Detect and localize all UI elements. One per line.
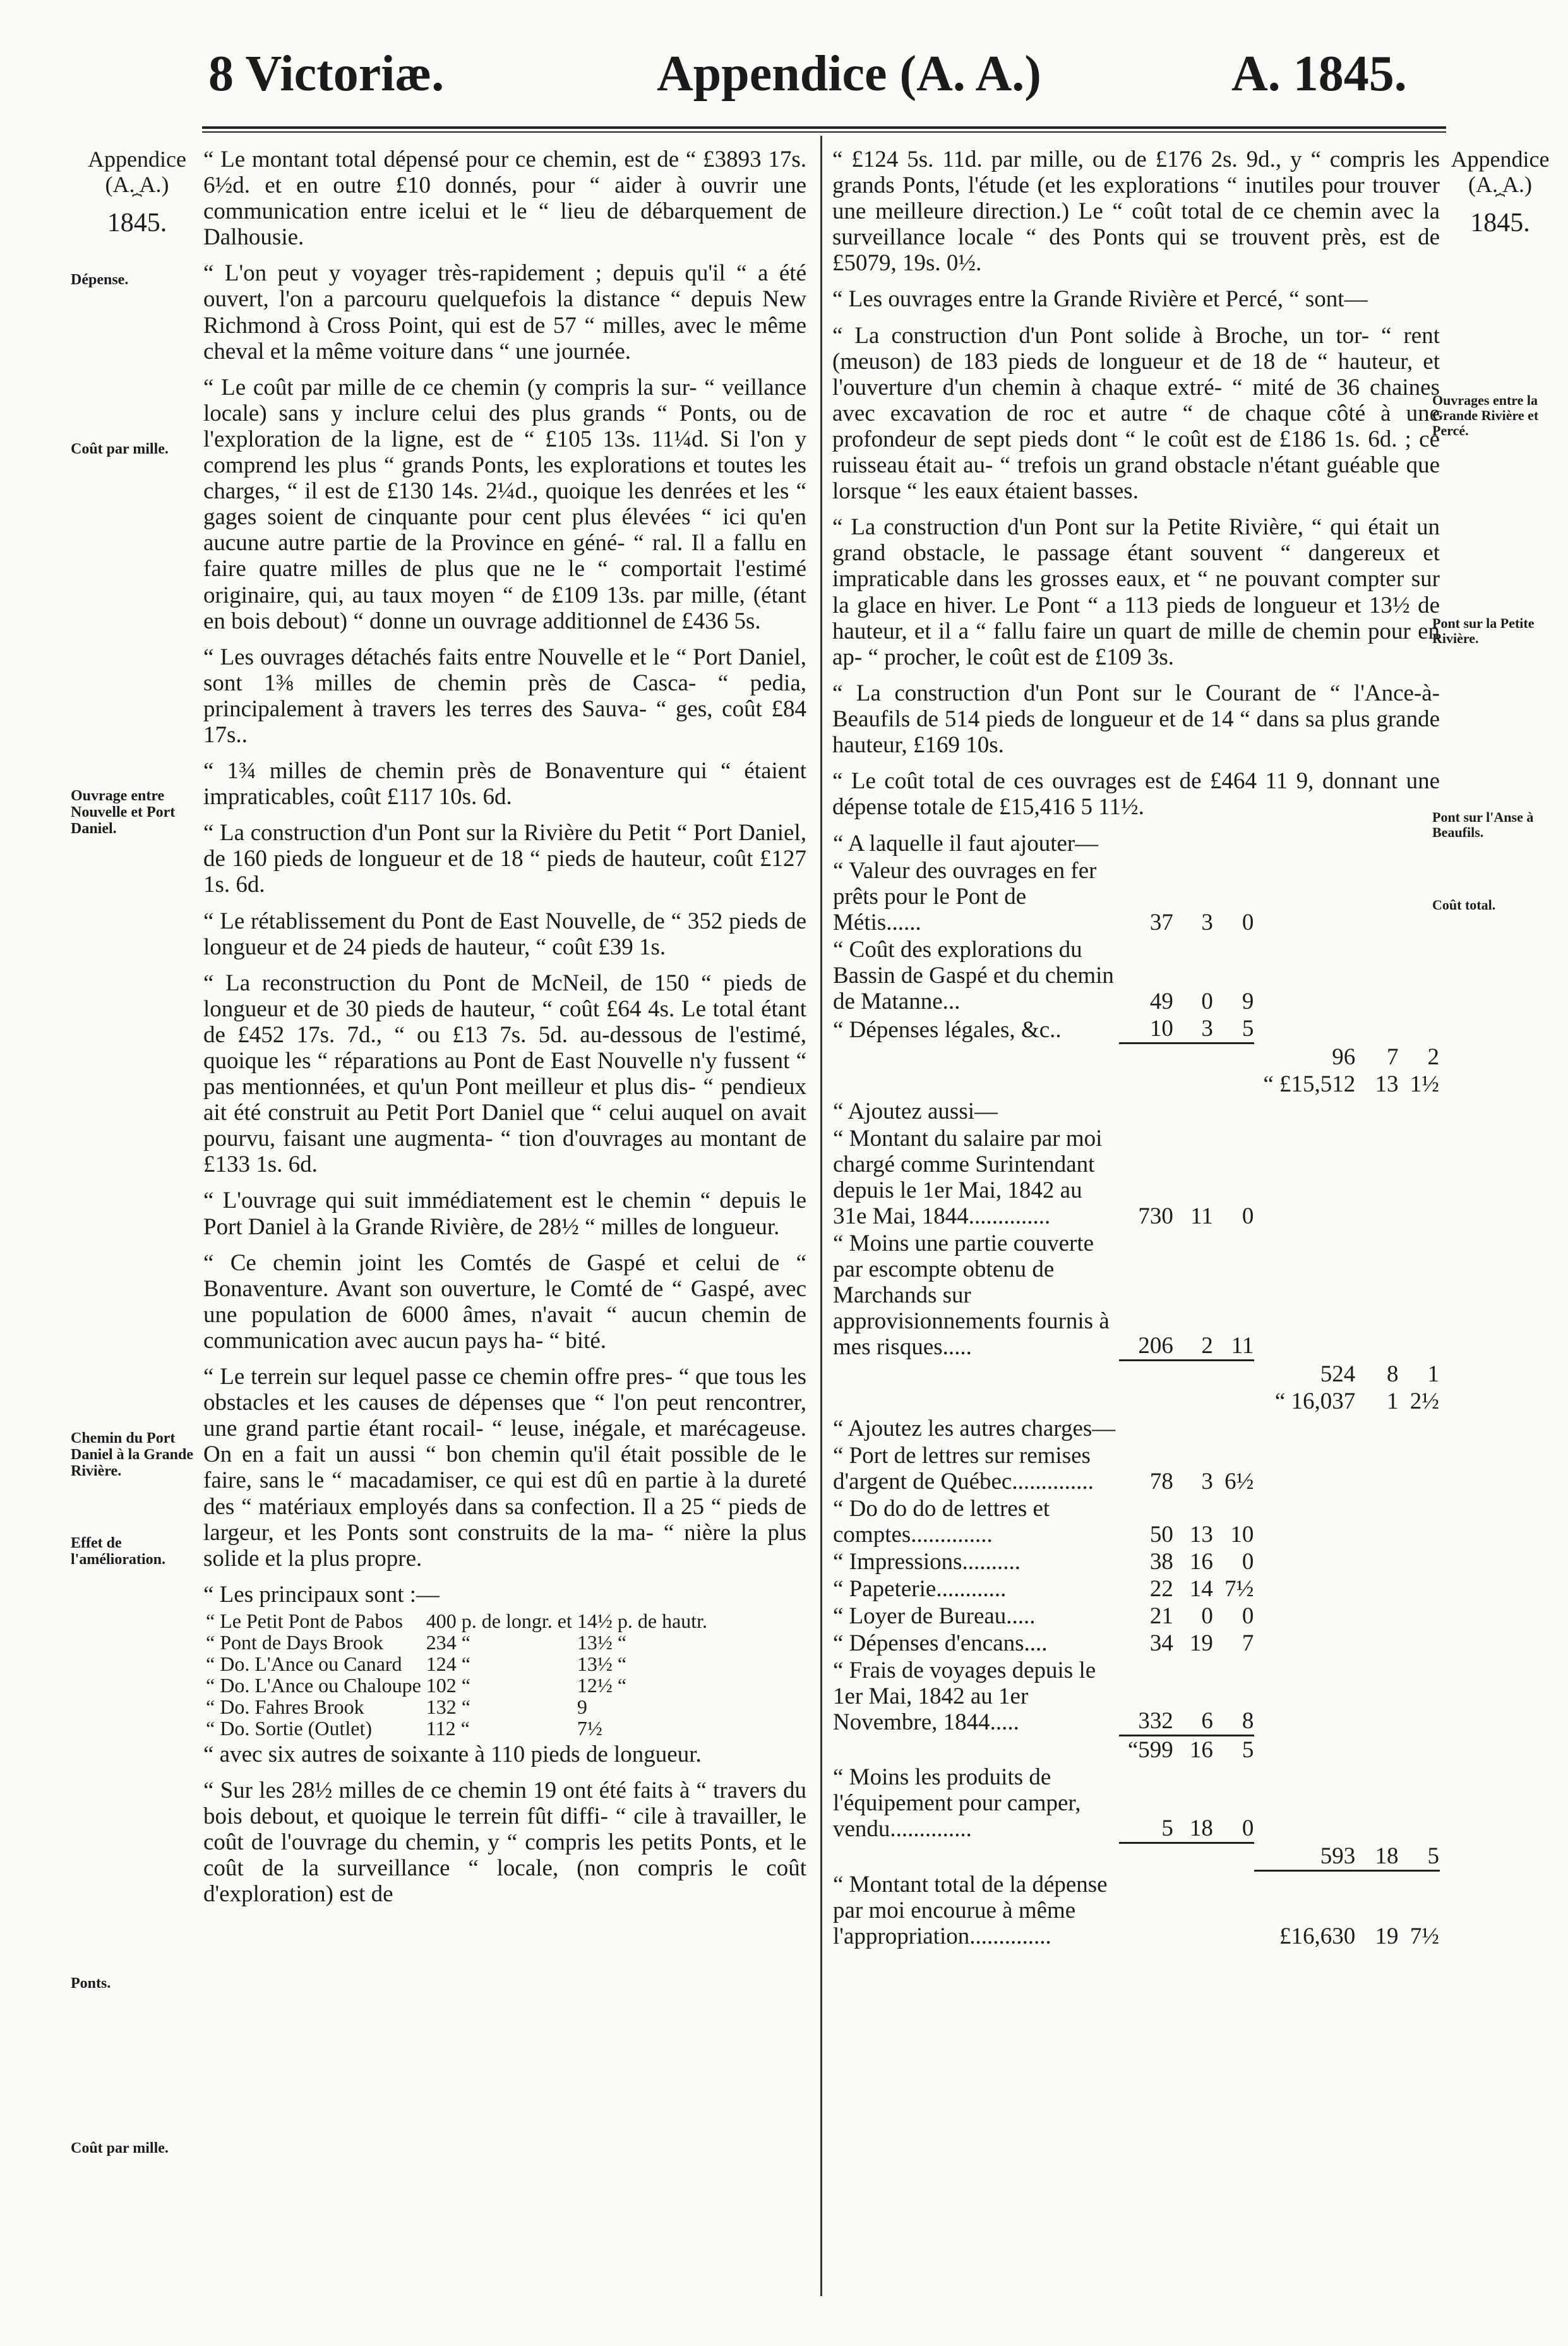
margin-note-cout-par-mille-2: Coût par mille. bbox=[71, 2140, 169, 2157]
account-empty-cell bbox=[1356, 1575, 1399, 1603]
right-aa-label: (A. A.) bbox=[1468, 172, 1532, 197]
paragraph: “ Sur les 28½ milles de ce chemin 19 ont été faits à “ travers du bois debout, et quoique le terrein fût diffi- “ cile à travailler, le coût de l'ouvrage du chemin, y “ compris les petits Ponts, et le coût de la surveillance “ locale, (non compris le coût d'exploration) est de bbox=[203, 1777, 806, 1908]
paragraph: “ avec six autres de soixante à 110 pieds de longueur. bbox=[203, 1741, 702, 1767]
header-year: A. 1845. bbox=[1231, 46, 1407, 102]
table-row bbox=[203, 1610, 710, 1632]
account-empty-cell bbox=[1174, 1388, 1214, 1415]
account-b: 3 bbox=[1174, 1015, 1214, 1044]
right-appendix-label: Appendice bbox=[1451, 147, 1550, 172]
account-empty-cell bbox=[1174, 1871, 1214, 1950]
account-row bbox=[832, 830, 1440, 857]
account-row bbox=[832, 1098, 1440, 1125]
account-empty-cell bbox=[1356, 1015, 1399, 1044]
bridge-length: 234 “ bbox=[426, 1630, 470, 1654]
table-row bbox=[203, 1653, 710, 1675]
account-desc: “ Moins les produits de l'équipement pour camper, vendu.............. bbox=[833, 1764, 1081, 1843]
account-c: 0 bbox=[1242, 910, 1254, 936]
account-empty-cell bbox=[1119, 1871, 1174, 1950]
paragraph: “ Les principaux sont :— bbox=[203, 1581, 440, 1608]
account-empty-cell bbox=[832, 1843, 1119, 1871]
account-empty-cell bbox=[832, 1361, 1119, 1388]
bridge-height: 13½ “ bbox=[577, 1630, 627, 1654]
account-empty-cell bbox=[1356, 1230, 1399, 1361]
account-a: 50 bbox=[1149, 1521, 1173, 1548]
account-empty-cell bbox=[1254, 1764, 1356, 1843]
paragraph: “ L'ouvrage qui suit immédiatement est le chemin “ depuis le Port Daniel à la Grande Rivière, de 28½ “ milles de longueur. bbox=[203, 1188, 806, 1240]
bridge-length: 132 “ bbox=[426, 1695, 470, 1718]
bridge-name: “ Do. L'Ance ou Chaloupe bbox=[206, 1673, 421, 1697]
account-e: 18 bbox=[1356, 1843, 1399, 1871]
account-empty-cell bbox=[1119, 1843, 1174, 1871]
account-empty-cell bbox=[1356, 1548, 1399, 1575]
account-e: 13 bbox=[1375, 1071, 1399, 1097]
account-a: 730 bbox=[1138, 1203, 1173, 1229]
account-a: 38 bbox=[1149, 1548, 1173, 1575]
account-empty-cell bbox=[1356, 1603, 1399, 1630]
account-row bbox=[832, 1630, 1440, 1657]
account-empty-cell bbox=[1119, 1071, 1174, 1098]
account-f: 1½ bbox=[1409, 1071, 1439, 1097]
account-b: 18 bbox=[1174, 1764, 1214, 1843]
header-title: Appendice (A. A.) bbox=[657, 46, 1041, 102]
account-empty-cell bbox=[1356, 1442, 1399, 1495]
account-empty-cell bbox=[1399, 1125, 1440, 1230]
bridge-name: “ Pont de Days Brook bbox=[206, 1630, 383, 1654]
account-row bbox=[832, 1071, 1440, 1098]
paragraph: “ Le coût par mille de ce chemin (y compris la sur- “ veillance locale) sans y inclure celui des plus grands “ Ponts, ou de l'exploration de la ligne, est de “ £105 13s. 11¼d. Si l'on y comprend les plus “ grands Ponts, les explorations et toutes les charges, “ il est de £130 14s. 2¼d., quoique les denrées et les “ gages soient de cinquante pour cent plus élevées “ ici qu'en aucune autre partie de la Province en géné- “ ral. Il a fallu en faire quatre milles de plus que ne le “ comportait l'estimé originaire, qui, au taux moyen “ de £109 13s. par mille, (étant en bois debout) “ donne un ouvrage additionnel de £436 5s. bbox=[203, 374, 806, 634]
account-empty-cell bbox=[1254, 1548, 1356, 1575]
account-c: 5 bbox=[1242, 1737, 1254, 1764]
paragraph: “ Le rétablissement du Pont de East Nouvelle, de “ 352 pieds de longueur et de 24 pieds de hauteur, “ coût £39 1s. bbox=[203, 908, 806, 960]
account-d: £16,630 bbox=[1279, 1923, 1356, 1949]
left-appendix-label: Appendice bbox=[88, 147, 186, 172]
account-b: 16 bbox=[1189, 1548, 1213, 1575]
bridge-length: 112 “ bbox=[426, 1716, 470, 1740]
header-session: 8 Victoriæ. bbox=[208, 46, 445, 102]
account-desc: “ Port de lettres sur remises d'argent de Québec.............. bbox=[833, 1442, 1094, 1495]
account-empty-cell bbox=[1119, 1388, 1174, 1415]
account-empty-cell bbox=[1356, 1125, 1399, 1230]
account-empty-cell bbox=[1254, 1736, 1356, 1764]
account-b: 13 bbox=[1189, 1521, 1213, 1548]
account-empty-cell bbox=[1254, 1125, 1356, 1230]
account-empty-cell bbox=[1254, 1015, 1356, 1044]
bridge-name: “ Do. Fahres Brook bbox=[206, 1695, 364, 1718]
account-row bbox=[832, 1361, 1440, 1388]
account-a: 37 bbox=[1149, 910, 1173, 936]
account-c: 9 bbox=[1242, 989, 1254, 1015]
right-column bbox=[832, 147, 1440, 1950]
account-empty-cell bbox=[1399, 1442, 1440, 1495]
account-c: 6½ bbox=[1224, 1468, 1254, 1495]
account-desc: “ Valeur des ouvrages en fer prêts pour le Pont de Métis...... bbox=[833, 858, 1097, 936]
paragraph: “ La reconstruction du Pont de McNeil, de 150 “ pieds de longueur et de 30 pieds de hauteur, “ coût £64 4s. Le total étant de £452 17s. 7d., “ ou £13 7s. 5d. au-dessous de l'estimé, quoique les “ réparations au Pont de East Nouvelle n'y fussent “ pas mentionnées, et qu'un Pont meilleur et plus dis- “ pendieux ait été construit au Petit Port Daniel que “ celui auquel on avait pourvu, faisant une augmenta- “ tion d'ouvrages au montant de £133 1s. 6d. bbox=[203, 970, 806, 1178]
account-row bbox=[832, 1871, 1440, 1950]
column-separator bbox=[820, 136, 822, 2296]
bridge-name: “ Le Petit Pont de Pabos bbox=[206, 1609, 403, 1632]
account-desc: “ A laquelle il faut ajouter— bbox=[833, 831, 1099, 857]
account-a: 10 bbox=[1119, 1015, 1174, 1044]
account-empty-cell bbox=[1214, 1044, 1254, 1071]
account-desc: “ Montant total de la dépense par moi encourue à même l'appropriation.............. bbox=[833, 1871, 1108, 1949]
account-empty-cell bbox=[1214, 1388, 1254, 1415]
account-b: 16 bbox=[1189, 1737, 1213, 1764]
account-a: 5 bbox=[1119, 1764, 1174, 1843]
account-row bbox=[832, 1657, 1440, 1736]
margin-note-cout-par-mille: Coût par mille. bbox=[71, 441, 169, 457]
account-row bbox=[832, 1388, 1440, 1415]
account-empty-cell bbox=[1399, 1764, 1440, 1843]
bridge-length: 400 p. de longr. et bbox=[426, 1609, 572, 1632]
account-f: 5 bbox=[1399, 1843, 1440, 1871]
account-row bbox=[832, 1044, 1440, 1071]
account-empty-cell bbox=[1254, 936, 1356, 1015]
account-empty-cell bbox=[1356, 1495, 1399, 1548]
left-margin-appendix bbox=[71, 147, 203, 238]
bridge-height: 7½ bbox=[577, 1716, 602, 1740]
right-year-label: 1845. bbox=[1470, 208, 1530, 238]
paragraph: “ L'on peut y voyager très-rapidement ; depuis qu'il “ a été ouvert, l'on a parcouru quelquefois la distance “ depuis New Richmond à Cross Point, qui est de 57 “ milles, avec le même cheval et la même voiture dans “ une journée. bbox=[203, 260, 806, 364]
margin-note-cout-total: Coût total. bbox=[1432, 897, 1496, 913]
bridge-height: 12½ “ bbox=[577, 1673, 627, 1697]
account-desc: “ Frais de voyages depuis le 1er Mai, 1842 au 1er Novembre, 1844..... bbox=[833, 1657, 1096, 1735]
account-empty-cell bbox=[1174, 1843, 1214, 1871]
account-b: 2 bbox=[1174, 1230, 1214, 1361]
account-empty-cell bbox=[1254, 1230, 1356, 1361]
account-b: 3 bbox=[1201, 910, 1213, 936]
bridges-table bbox=[203, 1610, 710, 1739]
account-row bbox=[832, 1442, 1440, 1495]
account-empty-cell bbox=[1356, 936, 1399, 1015]
account-empty-cell bbox=[1399, 1657, 1440, 1736]
account-empty-cell bbox=[832, 1044, 1119, 1071]
account-empty-cell bbox=[1254, 857, 1356, 936]
paragraph: “ £124 5s. 11d. par mille, ou de £176 2s. 9d., y “ compris les grands Ponts, l'étude (et les explorations “ inutiles pour trouver une meilleure direction.) Le “ coût total de ce chemin avec la surveillance locale “ des Ponts qui se trouvent près, est de £5079, 19s. 0½. bbox=[832, 147, 1440, 277]
account-row bbox=[832, 857, 1440, 936]
account-d: “ 16,037 bbox=[1274, 1388, 1356, 1414]
paragraph: “ La construction d'un Pont sur la Rivière du Petit “ Port Daniel, de 160 pieds de longueur et de 18 “ pieds de hauteur, coût £127 1s. 6d. bbox=[203, 820, 806, 898]
paragraph: “ Ce chemin joint les Comtés de Gaspé et celui de “ Bonaventure. Avant son ouverture, le Comté de “ Gaspé, avec une population de 6000 âmes, n'avait “ aucun chemin de communication avec aucun pays ha- “ bité. bbox=[203, 1249, 806, 1354]
account-d: “ £15,512 bbox=[1263, 1071, 1356, 1097]
account-c: 11 bbox=[1214, 1230, 1254, 1361]
left-year-label: 1845. bbox=[107, 208, 167, 238]
account-d: 96 bbox=[1332, 1044, 1356, 1070]
account-a: 206 bbox=[1119, 1230, 1174, 1361]
right-brace: ⏞ bbox=[1495, 193, 1505, 212]
account-c: 8 bbox=[1214, 1657, 1254, 1736]
account-empty-cell bbox=[1356, 857, 1399, 936]
left-aa-label: (A. A.) bbox=[105, 172, 169, 197]
margin-note-petite-riviere: Pont sur la Petite Rivière. bbox=[1432, 615, 1535, 646]
margin-note-port-daniel-grande-riviere: Chemin du Port Daniel à la Grande Rivière. bbox=[71, 1430, 194, 1479]
account-a: 21 bbox=[1149, 1603, 1173, 1629]
account-empty-cell bbox=[1399, 1230, 1440, 1361]
account-row bbox=[832, 1230, 1440, 1361]
page-header bbox=[0, 39, 1568, 109]
account-empty-cell bbox=[1214, 1871, 1254, 1950]
account-c: 5 bbox=[1214, 1015, 1254, 1044]
account-empty-cell bbox=[1399, 1015, 1440, 1044]
account-empty-cell bbox=[1254, 1657, 1356, 1736]
right-margin-appendix bbox=[1432, 147, 1568, 238]
account-empty-cell bbox=[1399, 1495, 1440, 1548]
account-e: 8 bbox=[1387, 1361, 1399, 1387]
account-empty-cell bbox=[1214, 1843, 1254, 1871]
account-empty-cell bbox=[1356, 1630, 1399, 1657]
table-row bbox=[203, 1696, 710, 1717]
account-empty-cell bbox=[832, 1388, 1119, 1415]
table-row bbox=[203, 1717, 710, 1739]
account-b: 14 bbox=[1189, 1575, 1213, 1602]
account-empty-cell bbox=[1399, 1630, 1440, 1657]
account-c: 7 bbox=[1242, 1630, 1254, 1656]
account-b: 11 bbox=[1190, 1203, 1213, 1229]
account-row bbox=[832, 1603, 1440, 1630]
account-f: 7½ bbox=[1409, 1923, 1439, 1949]
account-empty-cell bbox=[1399, 1736, 1440, 1764]
paragraph: “ La construction d'un Pont solide à Broche, un tor- “ rent (meuson) de 183 pieds de longueur et de 18 de “ hauteur, et l'ouverture d'un chemin à chaque extré- “ mité de 36 chaines avec excavation de roc et autre “ de chaque côté à une profondeur de sept pieds dont “ le coût est de £186 1s. 6d. ; ce ruisseau était au- “ trefois un grand obstacle n'étant guéable que lorsque “ les eaux étaient basses. bbox=[832, 322, 1440, 505]
margin-note-effet: Effet de l'amélioration. bbox=[71, 1535, 165, 1568]
account-c: 0 bbox=[1242, 1203, 1254, 1229]
account-empty-cell bbox=[1356, 1764, 1399, 1843]
account-d: 593 bbox=[1254, 1843, 1356, 1871]
account-row bbox=[832, 1575, 1440, 1603]
account-e: 1 bbox=[1387, 1388, 1399, 1414]
account-empty-cell bbox=[1254, 1442, 1356, 1495]
account-empty-cell bbox=[1174, 1361, 1214, 1388]
account-desc: “ Ajoutez les autres charges— bbox=[833, 1415, 1116, 1441]
account-desc bbox=[832, 1736, 1119, 1764]
account-empty-cell bbox=[1399, 1603, 1440, 1630]
account-e: 19 bbox=[1375, 1923, 1399, 1949]
margin-note-depense: Dépense. bbox=[71, 272, 129, 288]
account-d: 524 bbox=[1320, 1361, 1356, 1387]
paragraph: “ Les ouvrages entre la Grande Rivière et Percé, “ sont— bbox=[832, 286, 1368, 313]
account-b: 19 bbox=[1189, 1630, 1213, 1656]
paragraph: “ Les ouvrages détachés faits entre Nouvelle et le “ Port Daniel, sont 1⅜ milles de chemin près de Casca- “ pedia, principalement à travers les terres des Sauva- “ ges, coût £84 17s.. bbox=[203, 644, 806, 748]
bridge-height: 9 bbox=[577, 1695, 587, 1718]
account-a: “599 bbox=[1127, 1737, 1173, 1764]
left-column bbox=[203, 147, 806, 1917]
account-c: 0 bbox=[1242, 1603, 1254, 1629]
account-c: 0 bbox=[1214, 1764, 1254, 1843]
account-empty-cell bbox=[1254, 1495, 1356, 1548]
bridge-name: “ Do. Sortie (Outlet) bbox=[206, 1716, 373, 1740]
paragraph: “ La construction d'un Pont sur la Petite Rivière, “ qui était un grand obstacle, le passage étant souvent “ dangereux et impraticable dans les grosses eaux, et “ ne pouvant compter sur la glace en hiver. Le Pont “ a 113 pieds de longueur et 13½ de hauteur, et il a “ fallu faire un quart de mille de chemin pour en ap- “ procher, le coût est de £109 3s. bbox=[832, 514, 1440, 670]
account-empty-cell bbox=[1254, 1575, 1356, 1603]
bridge-name: “ Do. L'Ance ou Canard bbox=[206, 1652, 402, 1675]
account-empty-cell bbox=[1254, 1603, 1356, 1630]
paragraph: “ Le terrein sur lequel passe ce chemin offre pres- “ que tous les obstacles et les causes de dépenses que “ l'on peut rencontrer, une grand partie étant rocail- “ leuse, inégale, et marécageuse. On en a fait un aussi “ bon chemin qu'il était possible de le faire, sans le “ macadamiser, ce qui est dû en partie à la dureté des “ matériaux employés dans sa confection. Il a 25 “ pieds de largeur, et les Ponts sont construits de la ma- “ nière la plus solide et la plus propre. bbox=[203, 1364, 806, 1572]
account-empty-cell bbox=[1119, 1044, 1174, 1071]
bridge-height: 13½ “ bbox=[577, 1652, 627, 1675]
account-empty-cell bbox=[1254, 1630, 1356, 1657]
margin-note-ponts: Ponts. bbox=[71, 1975, 111, 1992]
account-f: 1 bbox=[1427, 1361, 1439, 1387]
paragraph: “ 1¾ milles de chemin près de Bonaventure qui “ étaient impraticables, coût £117 10s. 6d. bbox=[203, 758, 806, 810]
account-empty-cell bbox=[1119, 1361, 1174, 1388]
account-desc: “ Montant du salaire par moi chargé comme Surintendant depuis le 1er Mai, 1842 au 31e Mai, 1844.............. bbox=[833, 1125, 1103, 1229]
account-a: 22 bbox=[1149, 1575, 1173, 1602]
account-row bbox=[832, 1415, 1440, 1442]
margin-note-grande-riviere-perce: Ouvrages entre la Grande Rivière et Percé. bbox=[1432, 392, 1539, 438]
account-row bbox=[832, 1125, 1440, 1230]
bridge-length: 102 “ bbox=[426, 1673, 470, 1697]
header-rule-bottom bbox=[202, 131, 1446, 133]
paragraph: “ Le coût total de ces ouvrages est de £464 11 9, donnant une dépense totale de £15,416 5 11½. bbox=[832, 768, 1440, 821]
account-desc: “ Impressions.......... bbox=[833, 1548, 1020, 1575]
account-a: 78 bbox=[1149, 1468, 1173, 1495]
account-b: 0 bbox=[1201, 989, 1213, 1015]
account-empty-cell bbox=[1214, 1361, 1254, 1388]
account-desc: “ Moins une partie couverte par escompte obtenu de Marchands sur approvisionnements fournis à mes risques..... bbox=[833, 1230, 1110, 1360]
account-c: 10 bbox=[1230, 1521, 1254, 1548]
paragraph: “ Le montant total dépensé pour ce chemin, est de “ £3893 17s. 6½d. et en outre £10 donnés, pour “ aider à ouvrir une communication entre icelui et le “ lieu de débarquement de Dalhousie. bbox=[203, 147, 806, 251]
margin-note-nouvelle-port-daniel: Ouvrage entre Nouvelle et Port Daniel. bbox=[71, 788, 176, 837]
margin-note-anse-beaufils: Pont sur l'Anse à Beaufils. bbox=[1432, 809, 1534, 840]
account-row bbox=[832, 1495, 1440, 1548]
account-row bbox=[832, 1736, 1440, 1764]
account-desc: “ Ajoutez aussi— bbox=[833, 1098, 998, 1124]
account-f: 2 bbox=[1427, 1044, 1439, 1070]
table-row bbox=[203, 1675, 710, 1696]
account-empty-cell bbox=[1399, 857, 1440, 936]
account-b: 0 bbox=[1201, 1603, 1213, 1629]
account-empty-cell bbox=[1174, 1044, 1214, 1071]
table-row bbox=[203, 1632, 710, 1653]
account-row bbox=[832, 1548, 1440, 1575]
account-b: 3 bbox=[1201, 1468, 1213, 1495]
accounts-table bbox=[832, 830, 1440, 1950]
bridge-height: 14½ p. de hautr. bbox=[577, 1609, 708, 1632]
account-empty-cell bbox=[832, 1071, 1119, 1098]
bridge-length: 124 “ bbox=[426, 1652, 470, 1675]
account-empty-cell bbox=[1399, 1575, 1440, 1603]
header-rule-top bbox=[202, 126, 1446, 129]
account-a: 49 bbox=[1149, 989, 1173, 1015]
account-c: 0 bbox=[1242, 1548, 1254, 1575]
account-empty-cell bbox=[1356, 1736, 1399, 1764]
account-a: 34 bbox=[1149, 1630, 1173, 1656]
account-row bbox=[832, 1015, 1440, 1044]
account-f: 2½ bbox=[1409, 1388, 1439, 1414]
account-empty-cell bbox=[1399, 1548, 1440, 1575]
account-row bbox=[832, 1764, 1440, 1843]
account-desc: “ Papeterie............ bbox=[833, 1575, 1007, 1602]
paragraph: “ La construction d'un Pont sur le Courant de “ l'Ance-à-Beaufils de 514 pieds de longueur et de 14 “ dans sa plus grande hauteur, £169 10s. bbox=[832, 680, 1440, 758]
account-empty-cell bbox=[1174, 1071, 1214, 1098]
account-desc: “ Dépenses légales, &c.. bbox=[833, 1016, 1062, 1043]
account-empty-cell bbox=[1399, 936, 1440, 1015]
account-row bbox=[832, 936, 1440, 1015]
account-empty-cell bbox=[1214, 1071, 1254, 1098]
account-desc: “ Dépenses d'encans.... bbox=[833, 1630, 1048, 1656]
account-desc: “ Do do do de lettres et comptes.............. bbox=[833, 1495, 1050, 1548]
account-e: 7 bbox=[1387, 1044, 1399, 1070]
account-b: 6 bbox=[1174, 1657, 1214, 1736]
account-empty-cell bbox=[1356, 1657, 1399, 1736]
account-row bbox=[832, 1843, 1440, 1871]
account-desc: “ Loyer de Bureau..... bbox=[833, 1603, 1036, 1629]
account-a: 332 bbox=[1119, 1657, 1174, 1736]
left-brace: ⏞ bbox=[132, 193, 142, 212]
account-c: 7½ bbox=[1224, 1575, 1254, 1602]
account-desc: “ Coût des explorations du Bassin de Gaspé et du chemin de Matanne... bbox=[833, 937, 1114, 1015]
